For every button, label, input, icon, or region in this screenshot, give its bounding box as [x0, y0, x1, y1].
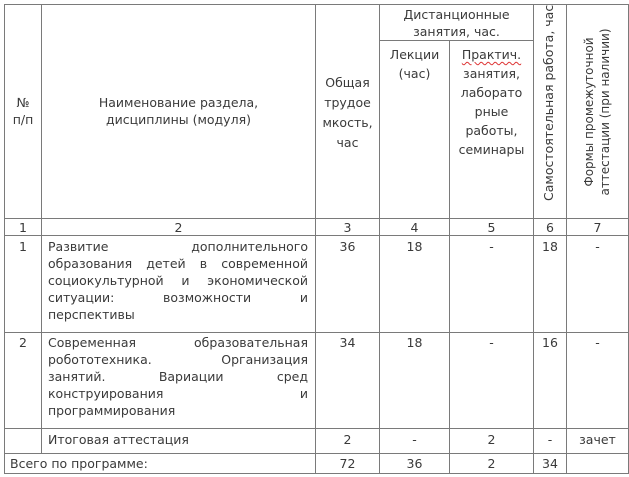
row-form: - [595, 239, 600, 254]
row-name-line: робототехника. Организация [48, 352, 308, 367]
header-total-line4: час [336, 135, 359, 150]
header-attestation-line2: аттестации (при наличии) [598, 28, 612, 196]
row-num: 1 [19, 239, 27, 254]
header-attestation-line1: Формы промежуточной [582, 37, 596, 187]
total-hours: 72 [339, 456, 356, 471]
total-practice: 2 [487, 456, 496, 471]
row-name-line: программирования [48, 403, 176, 418]
header-name-line2: дисциплины (модуля) [106, 112, 251, 127]
row-lectures: 18 [406, 335, 423, 350]
row-lectures: - [412, 432, 417, 447]
row-total: 2 [343, 432, 352, 447]
header-total-line3: мкость, [322, 115, 373, 130]
row-name [48, 334, 308, 419]
row-self: - [547, 432, 553, 447]
row-practice: - [489, 239, 494, 254]
header-name-line1: Наименование раздела, [98, 95, 259, 110]
header-name [42, 94, 315, 128]
total-lectures: 36 [406, 456, 423, 471]
row-name-line: образования детей в современной [48, 256, 308, 271]
header-num-line1: № [16, 95, 30, 110]
header-distance-line1: Дистанционные [403, 7, 510, 22]
row-name-line: перспективы [48, 307, 135, 322]
col-number: 2 [174, 220, 183, 235]
header-total-line2: трудое [324, 95, 371, 110]
header-practice-line5: работы, [465, 123, 518, 138]
total-label: Всего по программе: [10, 456, 148, 471]
col-number: 4 [410, 220, 419, 235]
row-name-line: Современная образовательная [48, 335, 308, 350]
header-distance-line2: занятия, час. [413, 24, 500, 39]
row-practice: - [489, 335, 494, 350]
row-total: 36 [339, 239, 356, 254]
header-lectures-line2: (час) [398, 66, 431, 81]
header-total [316, 73, 379, 153]
col-number: 6 [546, 220, 554, 235]
row-lectures: 18 [406, 239, 423, 254]
row-name-line: Итоговая аттестация [48, 432, 189, 447]
row-name [48, 431, 308, 448]
row-form: зачет [579, 432, 616, 447]
row-self: 16 [542, 335, 558, 350]
row-name-line: социокультурной и экономической [48, 273, 308, 288]
header-practice-line6: семинары [458, 142, 525, 157]
col-number: 3 [343, 220, 352, 235]
row-total: 34 [339, 335, 356, 350]
header-attestation [581, 22, 613, 202]
header-practice-line4: рные [474, 104, 509, 119]
header-num [5, 94, 41, 128]
header-self-work-text: Самостоятельная работа, час [541, 4, 556, 201]
row-name-line: конструирования и [48, 386, 308, 401]
col-number: 7 [593, 220, 602, 235]
row-practice: 2 [487, 432, 496, 447]
header-total-line1: Общая [325, 75, 370, 90]
col-number: 5 [487, 220, 496, 235]
header-practice-line1: Практич. [461, 47, 522, 62]
header-distance [380, 6, 533, 40]
col-number: 1 [19, 220, 27, 235]
header-practice-line3: лаборато [460, 85, 523, 100]
row-self: 18 [542, 239, 558, 254]
row-name-line: ситуации: возможности и [48, 290, 308, 305]
header-practice-line2: занятия, [463, 66, 520, 81]
row-name-line: занятий. Вариации сред [48, 369, 308, 384]
header-self-work [541, 4, 557, 201]
row-form: - [595, 335, 600, 350]
row-name-line: Развитие дополнительного [48, 239, 308, 254]
header-num-line2: п/п [12, 112, 34, 127]
total-self: 34 [542, 456, 558, 471]
header-lectures-line1: Лекции [389, 47, 440, 62]
row-num: 2 [19, 335, 27, 350]
header-practice [450, 45, 533, 159]
row-name [48, 238, 308, 323]
header-lectures [380, 45, 449, 83]
